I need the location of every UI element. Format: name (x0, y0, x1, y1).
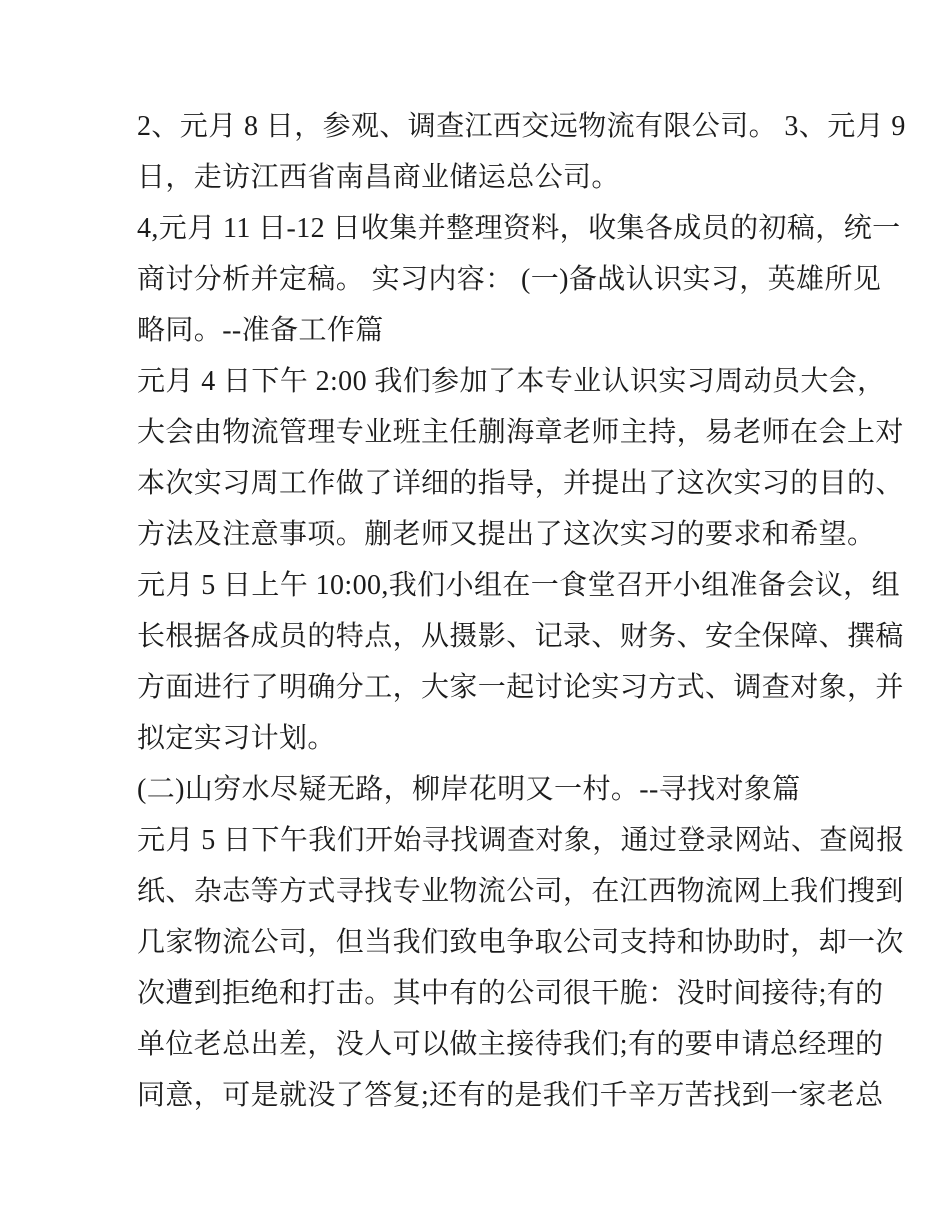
text-line: 略同。--准备工作篇 (137, 315, 384, 346)
text-line: 日，走访江西省南昌商业储运总公司。 (137, 162, 620, 193)
text-line: 长根据各成员的特点，从摄影、记录、财务、安全保障、撰稿 (137, 621, 904, 652)
text-line: 元月 4 日下午 2:00 我们参加了本专业认识实习周动员大会， (137, 366, 886, 397)
text-line: 单位老总出差，没人可以做主接待我们;有的要申请总经理的 (137, 1029, 884, 1060)
text-line: 2、元月 8 日，参观、调查江西交远物流有限公司。 3、元月 9 (137, 111, 906, 142)
text-line: 方面进行了明确分工，大家一起讨论实习方式、调查对象，并 (137, 672, 904, 703)
text-line: 方法及注意事项。蒯老师又提出了这次实习的要求和希望。 (137, 519, 876, 550)
text-line: 元月 5 日下午我们开始寻找调查对象，通过登录网站、查阅报 (137, 825, 905, 856)
text-line: 次遭到拒绝和打击。其中有的公司很干脆：没时间接待;有的 (137, 978, 884, 1009)
text-line: 大会由物流管理专业班主任蒯海章老师主持，易老师在会上对 (137, 417, 904, 448)
text-line: 同意，可是就没了答复;还有的是我们千辛万苦找到一家老总 (137, 1080, 884, 1111)
text-line: (二)山穷水尽疑无路，柳岸花明又一村。--寻找对象篇 (137, 774, 801, 805)
text-line: 4,元月 11 日-12 日收集并整理资料，收集各成员的初稿，统一 (137, 213, 901, 244)
document-text-block (137, 101, 906, 1121)
text-line: 纸、杂志等方式寻找专业物流公司，在江西物流网上我们搜到 (137, 876, 904, 907)
text-line: 元月 5 日上午 10:00,我们小组在一食堂召开小组准备会议，组 (137, 570, 900, 601)
text-line: 几家物流公司，但当我们致电争取公司支持和协助时，却一次 (137, 927, 904, 958)
text-line: 商讨分析并定稿。 实习内容： (一)备战认识实习，英雄所见 (137, 264, 882, 295)
text-line: 本次实习周工作做了详细的指导，并提出了这次实习的目的、 (137, 468, 904, 499)
text-line: 拟定实习计划。 (137, 723, 336, 754)
